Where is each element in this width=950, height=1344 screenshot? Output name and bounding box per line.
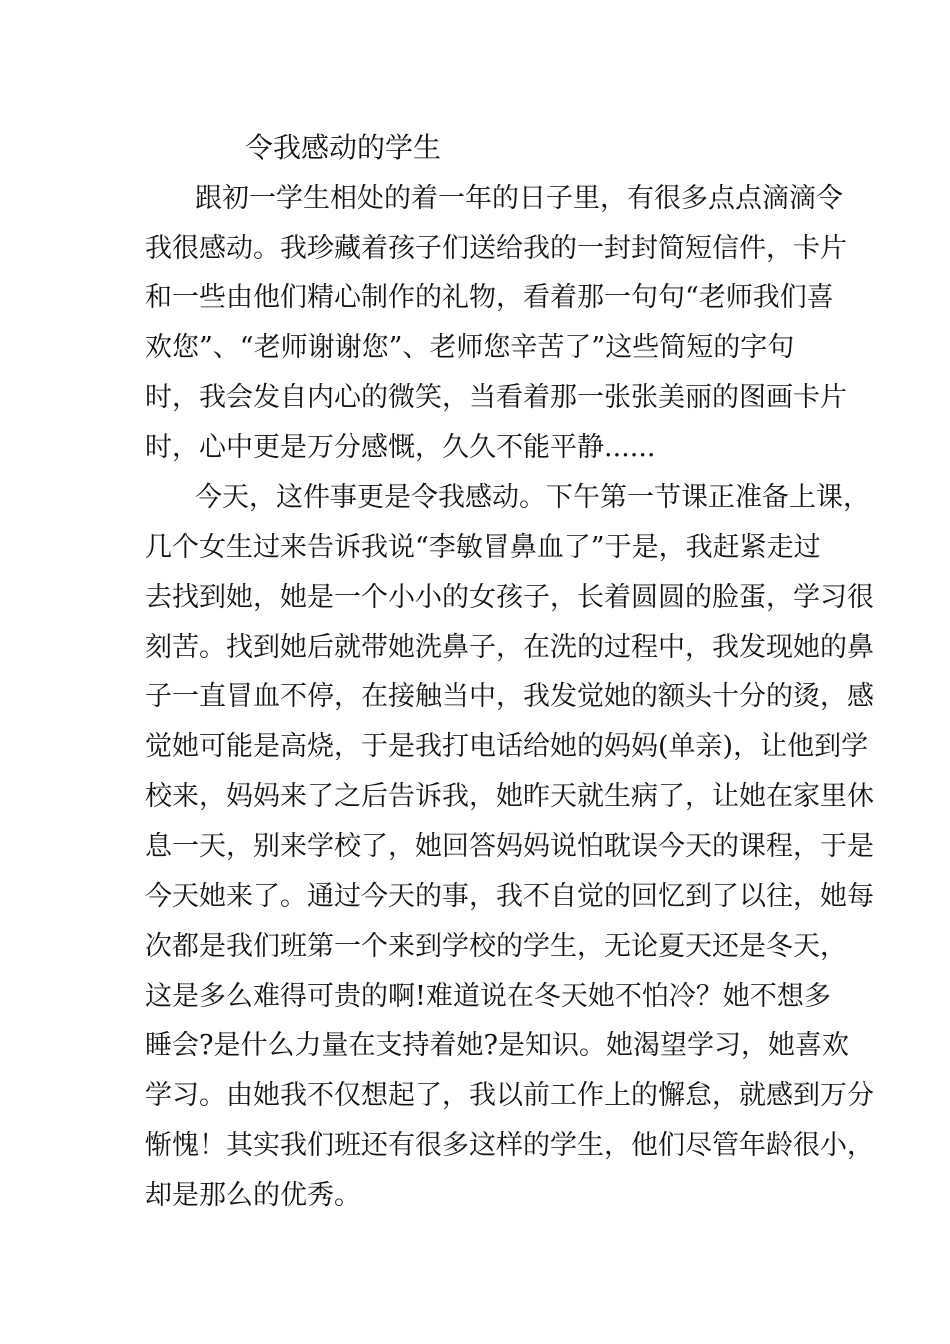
paragraph-2-line-13: 学习。由她我不仅想起了，我以前工作上的懈怠，就感到万分 [145, 1080, 874, 1111]
paragraph-2-line-12: 睡会?是什么力量在支持着她?是知识。她渴望学习，她喜欢 [145, 1030, 849, 1061]
paragraph-2-line-5: 子一直冒血不停，在接触当中，我发觉她的额头十分的烫，感 [145, 681, 874, 712]
paragraph-2-line-14: 惭愧！其实我们班还有很多这样的学生，他们尽管年龄很小， [145, 1130, 874, 1161]
paragraph-2-line-8: 息一天，别来学校了，她回答妈妈说怕耽误今天的课程，于是 [145, 831, 874, 862]
paragraph-2-line-11: 这是多么难得可贵的啊!难道说在冬天她不怕冷？她不想多 [145, 981, 831, 1012]
paragraph-1-line-3: 和一些由他们精心制作的礼物，看着那一句句“老师我们喜 [145, 282, 834, 313]
paragraph-1-line-1: 跟初一学生相处的着一年的日子里，有很多点点滴滴令 [195, 183, 843, 214]
paragraph-2-line-10: 次都是我们班第一个来到学校的学生，无论夏天还是冬天， [145, 931, 847, 962]
paragraph-2-line-15: 却是那么的优秀。 [145, 1180, 361, 1211]
paragraph-1-line-5: 时，我会发自内心的微笑，当看着那一张张美丽的图画卡片 [145, 382, 847, 413]
paragraph-2-line-2: 几个女生过来告诉我说“李敏冒鼻血了”于是，我赶紧走过 [145, 532, 821, 563]
document-title: 令我感动的学生 [245, 131, 442, 164]
paragraph-1-line-2: 我很感动。我珍藏着孩子们送给我的一封封简短信件，卡片 [145, 233, 847, 264]
paragraph-2-line-9: 今天她来了。通过今天的事，我不自觉的回忆到了以往，她每 [145, 881, 874, 912]
paragraph-2-line-7: 校来，妈妈来了之后告诉我，她昨天就生病了，让她在家里休 [145, 781, 874, 812]
paragraph-1-line-4: 欢您”、“老师谢谢您”、老师您辛苦了”这些简短的字句 [145, 332, 795, 363]
paragraph-2-line-1: 今天，这件事更是令我感动。下午第一节课正准备上课， [195, 482, 870, 513]
paragraph-2-line-3: 去找到她，她是一个小小的女孩子，长着圆圆的脸蛋，学习很 [145, 582, 874, 613]
paragraph-2-line-4: 刻苦。找到她后就带她洗鼻子，在洗的过程中，我发现她的鼻 [145, 632, 874, 663]
paragraph-1-line-6: 时，心中更是万分感慨，久久不能平静...... [145, 432, 656, 463]
paragraph-2-line-6: 觉她可能是高烧，于是我打电话给她的妈妈(单亲)，让他到学 [145, 731, 869, 762]
